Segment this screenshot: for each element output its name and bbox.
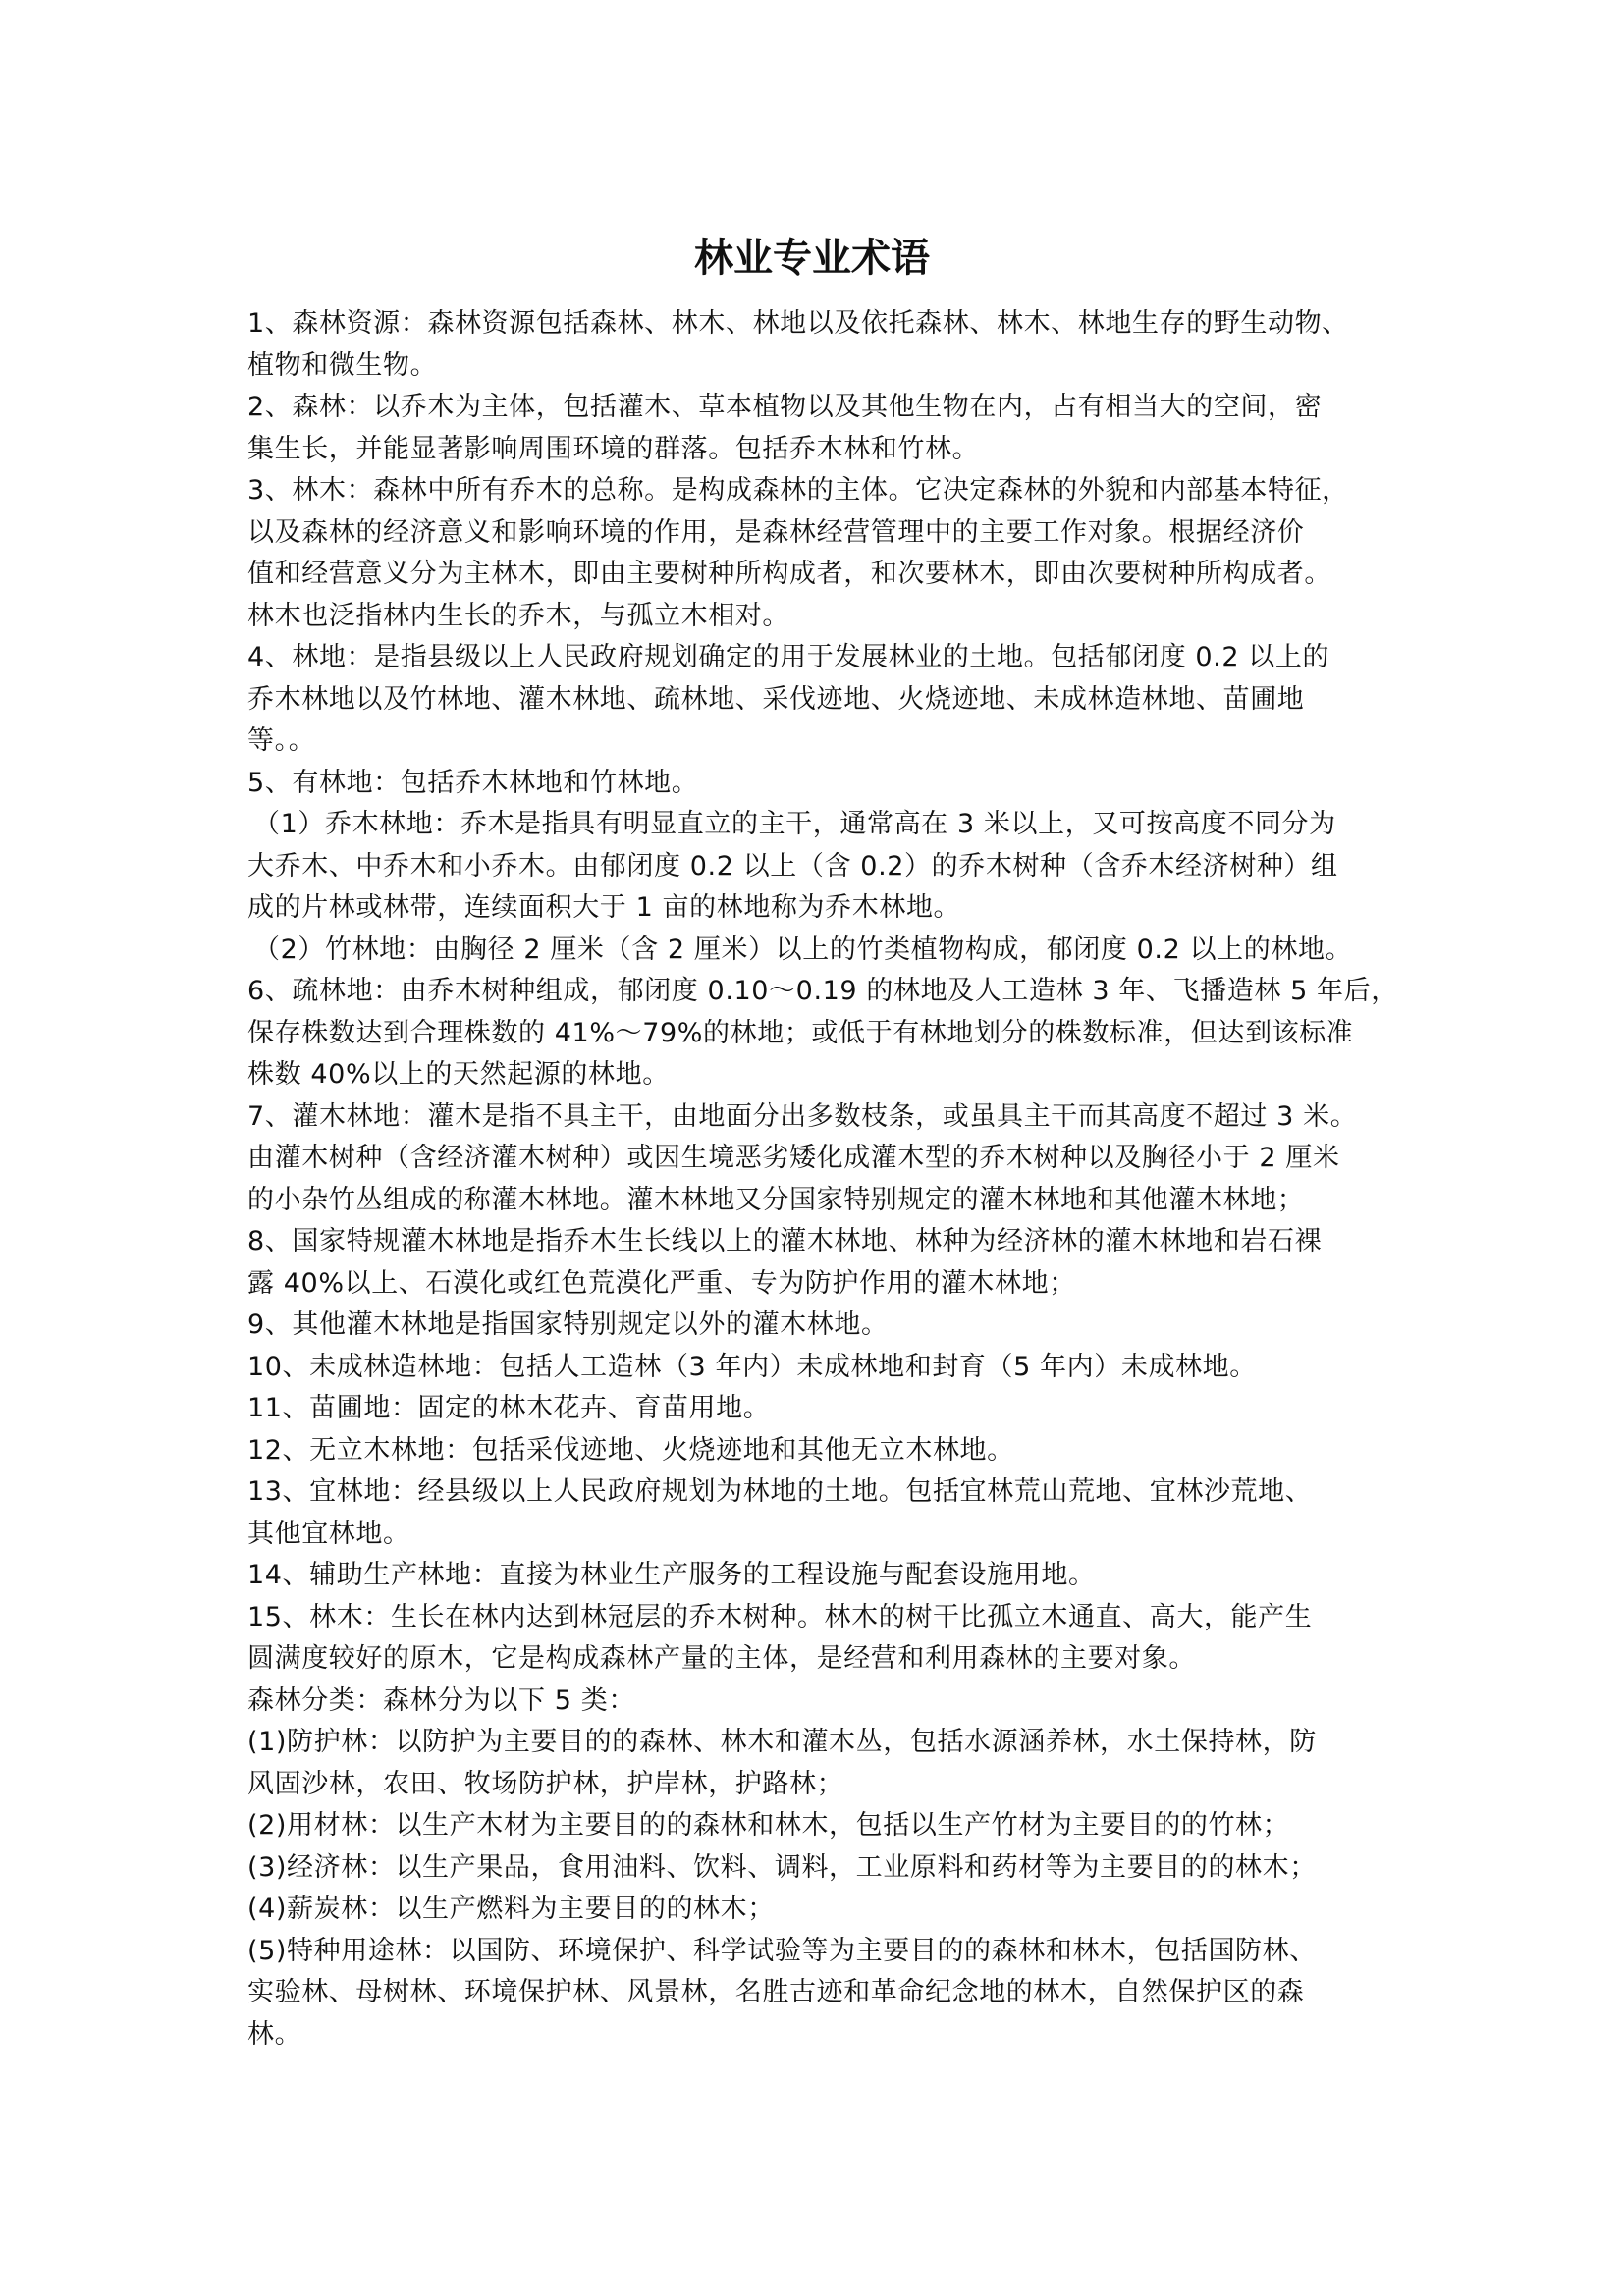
text-line: 以及森林的经济意义和影响环境的作用，是森林经营管理中的主要工作对象。根据经济价 xyxy=(247,516,1305,548)
term-paragraph xyxy=(247,1221,1406,1305)
document-title: 林业专业术语 xyxy=(694,236,930,281)
text-line: (2)用材林：以生产木材为主要目的的森林和林木，包括以生产竹材为主要目的的竹林； xyxy=(247,1810,1290,1841)
text-line: 其他宜林地。 xyxy=(247,1518,410,1549)
text-line: 13、宜林地：经县级以上人民政府规划为林地的土地。包括宜林荒山荒地、宜林沙荒地、 xyxy=(247,1476,1313,1507)
sub-term-paragraph xyxy=(247,804,1406,930)
text-line: (1)防护林：以防护为主要目的的森林、林木和灌木丛，包括水源涵养林，水土保持林，防 xyxy=(247,1727,1317,1757)
text-line: 11、苗圃地：固定的林木花卉、育苗用地。 xyxy=(247,1393,771,1423)
text-line: 乔木林地以及竹林地、灌木林地、疏林地、采伐迹地、火烧迹地、未成林造林地、苗圃地 xyxy=(247,683,1305,715)
term-paragraph xyxy=(247,1681,1406,1723)
text-line: (4)薪炭林：以生产燃料为主要目的的林木； xyxy=(247,1894,775,1924)
text-line: 保存株数达到合理株数的 41%～79%的林地；或低于有林地划分的株数标准，但达到该标准 xyxy=(247,1017,1354,1048)
term-paragraph xyxy=(247,1889,1406,1931)
term-paragraph xyxy=(247,1931,1406,2056)
text-line: 林木也泛指林内生长的乔木，与孤立木相对。 xyxy=(247,600,789,631)
text-line: 植物和微生物。 xyxy=(247,349,438,381)
text-line: 4、林地：是指县级以上人民政府规划确定的用于发展林业的土地。包括郁闭度 0.2 以上的 xyxy=(247,642,1330,672)
term-paragraph xyxy=(247,763,1406,805)
text-line: 7、灌木林地：灌木是指不具主干，由地面分出多数枝条，或虽具主干而其高度不超过 3 米。 xyxy=(247,1100,1358,1132)
text-line: (5)特种用途林：以国防、环境保护、科学试验等为主要目的的森林和林木，包括国防林、 xyxy=(247,1935,1317,1966)
term-paragraph xyxy=(247,1388,1406,1430)
term-paragraph xyxy=(247,1597,1406,1681)
text-line: 由灌木树种（含经济灌木树种）或因生境恶劣矮化成灌木型的乔木树种以及胸径小于 2 厘米 xyxy=(247,1143,1340,1173)
term-paragraph xyxy=(247,971,1406,1096)
term-paragraph xyxy=(247,303,1406,387)
term-paragraph xyxy=(247,1847,1406,1890)
text-line: 实验林、母树林、环境保护林、风景林，名胜古迹和革命纪念地的林木，自然保护区的森 xyxy=(247,1977,1305,2007)
term-paragraph xyxy=(247,1305,1406,1347)
document-body xyxy=(247,303,1406,2056)
text-line: 14、辅助生产林地：直接为林业生产服务的工程设施与配套设施用地。 xyxy=(247,1560,1096,1590)
text-line: 8、国家特规灌木林地是指乔木生长线以上的灌木林地、林种为经济林的灌木林地和岩石裸 xyxy=(247,1226,1323,1256)
text-line: （2）竹林地：由胸径 2 厘米（含 2 厘米）以上的竹类植物构成，郁闭度 0.2 以上的林地。 xyxy=(253,934,1353,965)
text-line: 15、林木：生长在林内达到林冠层的乔木树种。林木的树干比孤立木通直、高大，能产生 xyxy=(247,1601,1313,1632)
sub-term-paragraph xyxy=(247,930,1406,972)
text-line: 大乔木、中乔木和小乔木。由郁闭度 0.2 以上（含 0.2）的乔木树种（含乔木经济树种）组 xyxy=(247,850,1338,881)
text-line: 集生长，并能显著影响周围环境的群落。包括乔木林和竹林。 xyxy=(247,433,980,464)
text-line: 林。 xyxy=(247,2018,302,2050)
term-paragraph xyxy=(247,637,1406,763)
text-line: 值和经营意义分为主林木，即由主要树种所构成者，和次要林木，即由次要树种所构成者。 xyxy=(247,559,1331,589)
text-line: 1、森林资源：森林资源包括森林、林木、林地以及依托森林、林木、林地生存的野生动物、 xyxy=(247,308,1349,339)
text-line: （1）乔木林地：乔木是指具有明显直立的主干，通常高在 3 米以上，又可按高度不同分为 xyxy=(253,809,1336,839)
text-line: 的小杂竹丛组成的称灌木林地。灌木林地又分国家特别规定的灌木林地和其他灌木林地； xyxy=(247,1184,1305,1215)
text-line: 12、无立木林地：包括采伐迹地、火烧迹地和其他无立木林地。 xyxy=(247,1434,1014,1466)
text-line: 5、有林地：包括乔木林地和竹林地。 xyxy=(247,767,699,798)
term-paragraph xyxy=(247,1471,1406,1555)
text-line: 2、森林：以乔木为主体，包括灌木、草本植物以及其他生物在内，占有相当大的空间，密 xyxy=(247,392,1323,422)
term-paragraph xyxy=(247,1722,1406,1805)
term-paragraph xyxy=(247,387,1406,470)
text-line: 株数 40%以上的天然起源的林地。 xyxy=(247,1059,670,1090)
text-line: 露 40%以上、石漠化或红色荒漠化严重、专为防护作用的灌木林地； xyxy=(247,1267,1076,1299)
text-line: 3、林木：森林中所有乔木的总称。是构成森林的主体。它决定森林的外貌和内部基本特征， xyxy=(247,475,1349,506)
text-line: 10、未成林造林地：包括人工造林（3 年内）未成林地和封育（5 年内）未成林地。 xyxy=(247,1351,1257,1382)
term-paragraph xyxy=(247,1555,1406,1597)
term-paragraph xyxy=(247,1430,1406,1472)
term-paragraph xyxy=(247,1096,1406,1222)
term-paragraph xyxy=(247,470,1406,637)
text-line: 等。。 xyxy=(247,725,316,756)
text-line: 成的片林或林带，连续面积大于 1 亩的林地称为乔木林地。 xyxy=(247,892,961,923)
text-line: (3)经济林：以生产果品，食用油料、饮料、调料，工业原料和药材等为主要目的的林木； xyxy=(247,1851,1317,1883)
text-line: 6、疏林地：由乔木树种组成，郁闭度 0.10～0.19 的林地及人工造林 3 年、飞播造林 5 年后， xyxy=(247,976,1398,1006)
text-line: 森林分类：森林分为以下 5 类： xyxy=(247,1684,635,1716)
text-line: 风固沙林，农田、牧场防护林，护岸林，护路林； xyxy=(247,1768,844,1799)
text-line: 圆满度较好的原木，它是构成森林产量的主体，是经营和利用森林的主要对象。 xyxy=(247,1643,1196,1674)
term-paragraph xyxy=(247,1805,1406,1847)
term-paragraph xyxy=(247,1347,1406,1389)
text-line: 9、其他灌木林地是指国家特别规定以外的灌木林地。 xyxy=(247,1309,889,1340)
